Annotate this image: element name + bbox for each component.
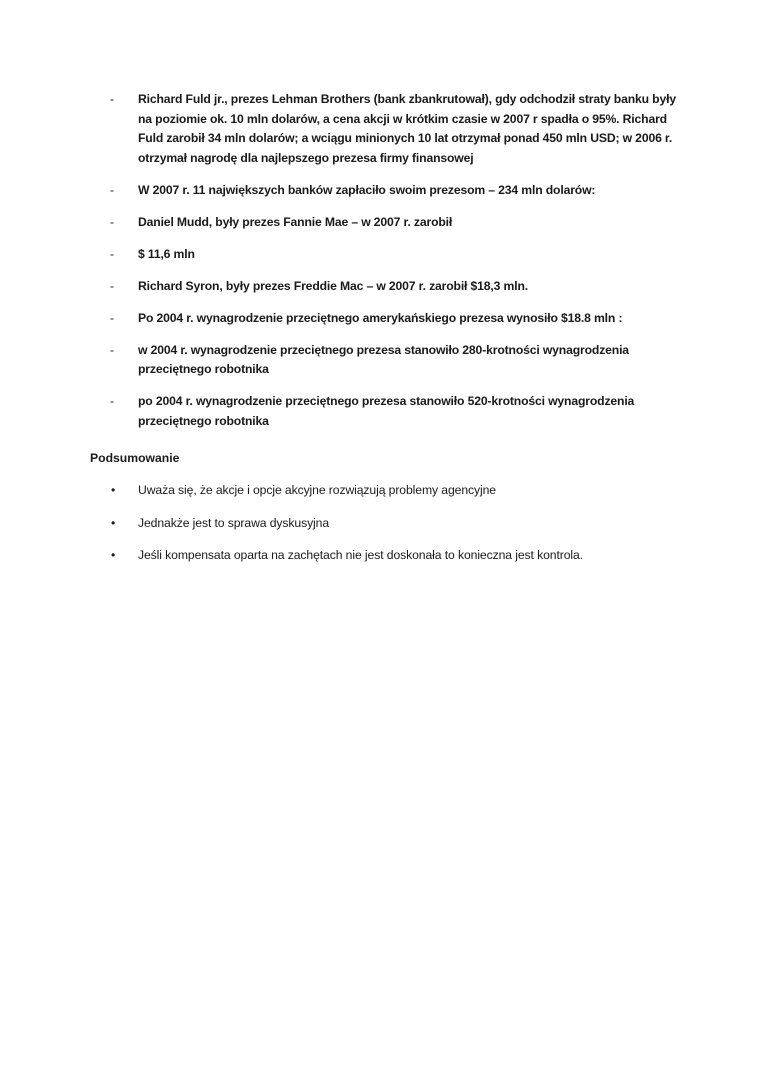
list-item [108,245,688,265]
list-item-text: W 2007 r. 11 największych banków zapłaciło swoim prezesom – 234 mln dolarów: [138,182,596,197]
dash-marker: - [110,310,114,325]
list-item [108,181,688,201]
bullet-icon: • [111,515,116,530]
dash-marker: - [110,246,114,261]
bullet-icon: • [111,548,116,562]
bullet-item-text: Jeśli kompensata oparta na zachętach nie jest doskonała to konieczna jest kontrola. [138,548,583,562]
list-item [108,341,688,380]
bullet-item [108,514,688,533]
list-item [108,309,688,329]
dash-list [108,90,688,444]
bullet-item [108,481,688,500]
list-item-text: Po 2004 r. wynagrodzenie przeciętnego amerykańskiego prezesa wynosiło $18.8 mln : [138,310,623,325]
dash-marker: - [110,342,114,357]
bullet-item-text: Jednakże jest to sprawa dyskusyjna [138,515,330,530]
list-item-text: Daniel Mudd, były prezes Fannie Mae – w 2007 r. zarobił [138,214,453,229]
list-item [108,392,688,431]
bullet-icon: • [111,483,116,497]
list-item-text: Richard Syron, były prezes Freddie Mac – w 2007 r. zarobił $18,3 mln. [138,278,528,293]
summary-bullet-list [108,481,688,579]
list-item [108,90,688,168]
dash-marker: - [110,214,114,229]
bullet-item-text: Uważa się, że akcje i opcje akcyjne rozwiązują problemy agencyjne [138,483,496,497]
list-item-text: w 2004 r. wynagrodzenie przeciętnego prezesa stanowiło 280-krotności wynagrodzenia przeciętnego robotnika [138,342,629,376]
list-item [108,277,688,297]
section-title: Podsumowanie [90,451,180,465]
list-item [108,213,688,233]
list-item-text: $ 11,6 mln [138,246,195,261]
list-item-text: po 2004 r. wynagrodzenie przeciętnego prezesa stanowiło 520-krotności wynagrodzenia przeciętnego robotnika [138,394,635,428]
dash-marker: - [110,394,114,408]
bullet-item [108,546,688,565]
dash-marker: - [110,182,114,197]
list-item-text: Richard Fuld jr., prezes Lehman Brothers (bank zbankrutował), gdy odchodził straty banku były na poziomie ok. 10 mln dolarów, a cena akcji w krótkim czasie w 2007 r spadła o 95%. Richard Fuld zarobił 34 mln dolarów; a wciągu minionych 10 lat otrzymał ponad 450 mln USD; w 2006 r. otrzymał nagrodę dla najlepszego prezesa firmy finansowej [138,92,676,165]
dash-marker: - [110,92,114,106]
dash-marker: - [110,278,114,293]
